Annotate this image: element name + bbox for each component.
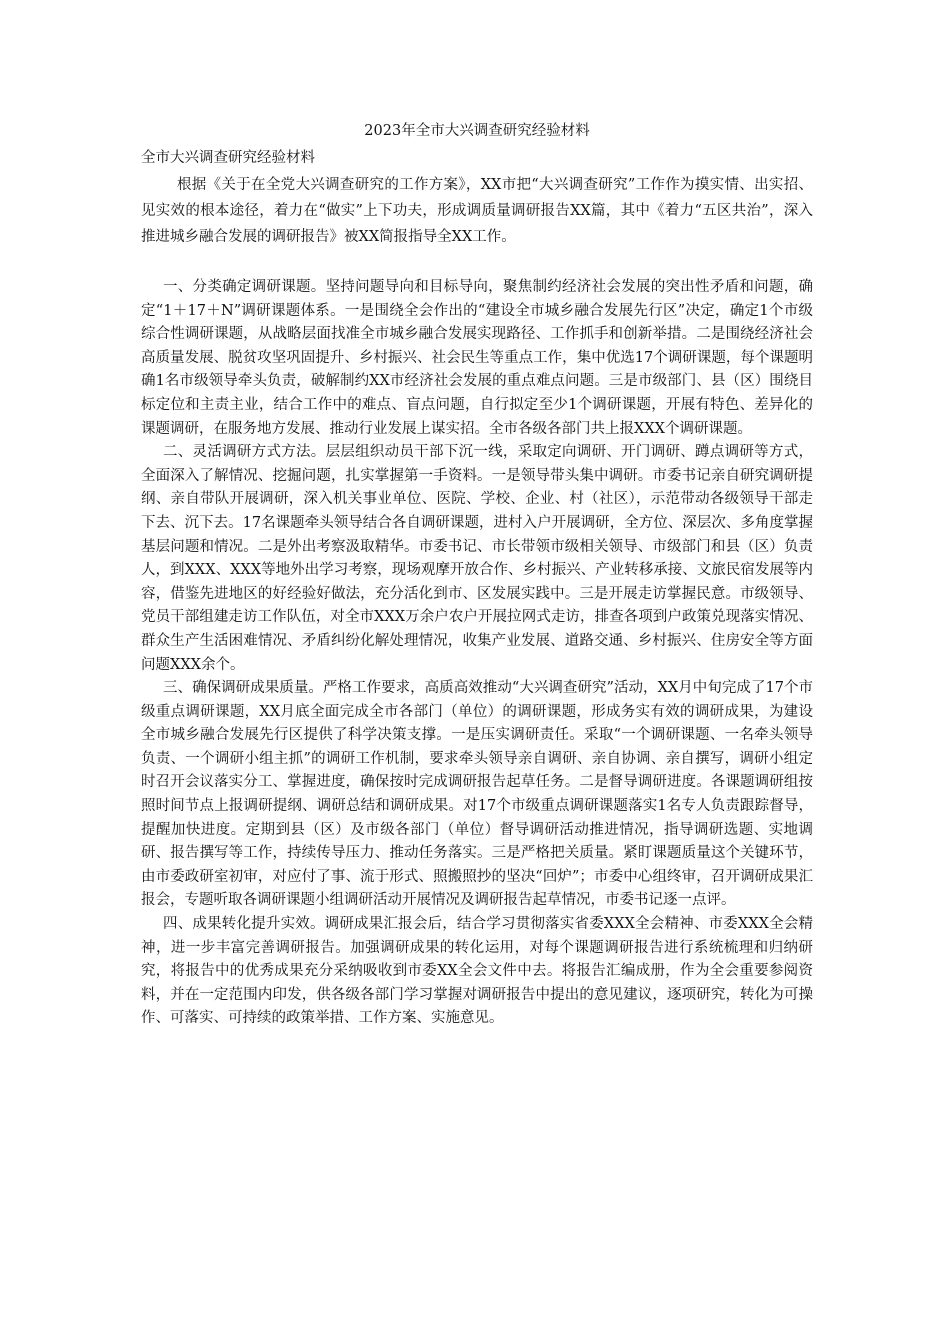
section-paragraph-2: 二、灵活调研方式方法。层层组织动员干部下沉一线，采取定向调研、开门调研、蹲点调研等方式，全面深入了解情况、挖掘问题，扎实掌握第一手资料。一是领导带头集中调研。市委书记亲自研究调研提纲、亲自带队开展调研，深入机关事业单位、医院、学校、企业、村（社区），示范带动各级领导干部走下去、沉下去。17名课题牵头领导结合各自调研课题，进村入户开展调研，全方位、深层次、多角度掌握基层问题和情况。二是外出考察汲取精华。市委书记、市长带领市级相关领导、市级部门和县（区）负责人，到XXX、XXX等地外出学习考察，现场观摩开放合作、乡村振兴、产业转移承接、文旅民宿发展等内容，借鉴先进地区的好经验好做法，充分活化到市、区发展实践中。三是开展走访掌握民意。市级领导、党员干部组建走访工作队伍，对全市XXX万余户农户开展拉网式走访，排查各项到户政策兑现落实情况、群众生产生活困难情况、矛盾纠纷化解处理情况，收集产业发展、道路交通、乡村振兴、住房安全等方面问题XXX余个。 <box>141 444 813 673</box>
intro-paragraph: 根据《关于在全党大兴调查研究的工作方案》，XX市把“大兴调查研究”工作作为摸实情、出实招、见实效的根本途径，着力在“做实”上下功夫，形成调质量调研报告XX篇，其中《着力“五区共治”，深入推进城乡融合发展的调研报告》被XX简报指导全XX工作。 <box>141 177 813 245</box>
section-paragraph-1: 一、分类确定调研课题。坚持问题导向和目标导向，聚焦制约经济社会发展的突出性矛盾和问题，确定“1＋17＋N”调研课题体系。一是围绕全会作出的“建设全市城乡融合发展先行区”决定，确定1个市级综合性调研课题，从战略层面找准全市城乡融合发展实现路径、工作抓手和创新举措。二是围绕经济社会高质量发展、脱贫攻坚巩固提升、乡村振兴、社会民生等重点工作，集中优选17个调研课题，每个课题明确1名市级领导牵头负责，破解制约XX市经济社会发展的重点难点问题。三是市级部门、县（区）围绕目标定位和主责主业，结合工作中的难点、盲点问题，自行拟定至少1个调研课题，开展有特色、差异化的课题调研，在服务地方发展、推动行业发展上谋实招。全市各级各部门共上报XXX个调研课题。 <box>141 279 813 437</box>
section-paragraph-4: 四、成果转化提升实效。调研成果汇报会后，结合学习贯彻落实省委XXX全会精神、市委XXX全会精神，进一步丰富完善调研报告。加强调研成果的转化运用，对每个课题调研报告进行系统梳理和归纳研究，将报告中的优秀成果充分采纳吸收到市委XX全会文件中去。将报告汇编成册，作为全会重要参阅资料，并在一定范围内印发，供各级各部门学习掌握对调研报告中提出的意见建议，逐项研究，转化为可操作、可落实、可持续的政策举措、工作方案、实施意见。 <box>141 916 813 1027</box>
document-page <box>141 120 813 1031</box>
document-title: 2023年全市大兴调查研究经验材料 <box>364 123 590 139</box>
section-paragraph-3: 三、确保调研成果质量。严格工作要求，高质高效推动“大兴调查研究”活动，XX月中旬完成了17个市级重点调研课题，XX月底全面完成全市各部门（单位）的调研课题，形成务实有效的调研成果，为建设全市城乡融合发展先行区提供了科学决策支撑。一是压实调研责任。采取“一个调研课题、一名牵头领导负责、一个调研小组主抓”的调研工作机制，要求牵头领导亲自调研、亲自协调、亲自撰写，调研小组定时召开会议落实分工、掌握进度，确保按时完成调研报告起草任务。二是督导调研进度。各课题调研组按照时间节点上报调研提纲、调研总结和调研成果。对17个市级重点调研课题落实1名专人负责跟踪督导，提醒加快进度。定期到县（区）及市级各部门（单位）督导调研活动推进情况，指导调研选题、实地调研、报告撰写等工作，持续传导压力、推动任务落实。三是严格把关质量。紧盯课题质量这个关键环节，由市委政研室初审，对应付了事、流于形式、照搬照抄的坚决“回炉”；市委中心组终审，召开调研成果汇报会，专题听取各调研课题小组调研活动开展情况及调研报告起草情况，市委书记逐一点评。 <box>141 680 813 909</box>
document-subtitle: 全市大兴调查研究经验材料 <box>141 150 315 166</box>
